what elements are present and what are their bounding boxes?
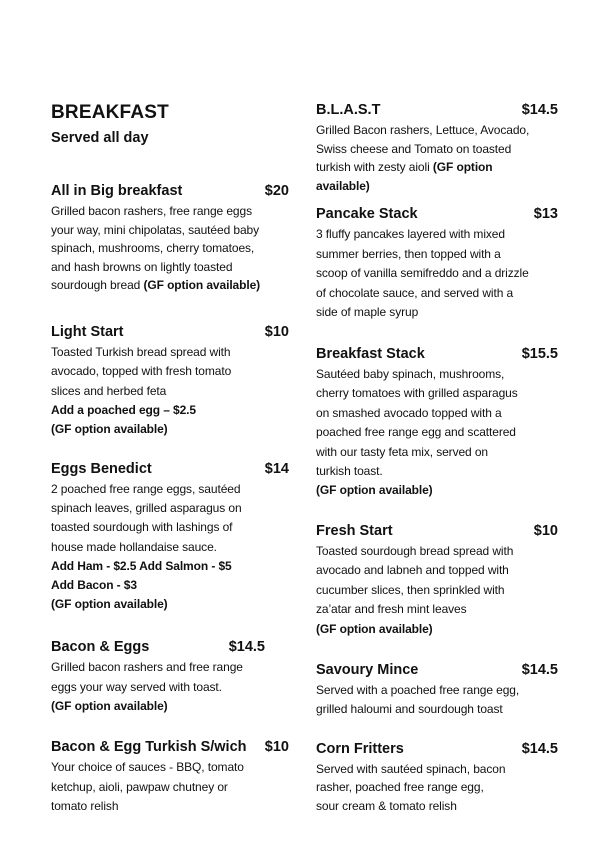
menu-item-description-line <box>316 700 558 719</box>
menu-item-note: (GF option <box>432 160 493 174</box>
menu-item-description: Grilled bacon rashers and free range <box>51 660 243 674</box>
menu-item-description: Sautéed baby spinach, mushrooms, <box>316 367 505 381</box>
menu-item-name: Fresh Start <box>316 523 393 539</box>
menu-item-description-line <box>51 797 289 817</box>
menu-item-note: Add a poached egg – $2.5 <box>51 402 196 417</box>
menu-item-description-line <box>316 561 558 580</box>
menu-item-description: house made hollandaise sauce. <box>51 539 217 554</box>
menu-item-header <box>316 520 558 542</box>
menu-item-description-line <box>51 697 289 717</box>
menu-item <box>316 659 558 718</box>
menu-item-description-line <box>316 797 558 815</box>
menu-item-description-line <box>316 542 558 561</box>
menu-item-description: Toasted Turkish bread spread with <box>51 345 231 359</box>
menu-item-description-line <box>316 121 558 140</box>
menu-item <box>51 321 289 439</box>
menu-item-description-line <box>316 225 558 245</box>
menu-item-header <box>316 738 558 760</box>
menu-item-header <box>316 99 558 121</box>
menu-item-description-line <box>51 576 289 595</box>
menu-item-description: avocado, topped with fresh tomato <box>51 364 232 379</box>
menu-item-price: $14.5 <box>228 639 265 655</box>
menu-item-description: avocado and labneh and topped with <box>316 563 509 578</box>
menu-item-name: Corn Fritters <box>316 741 404 757</box>
menu-item-description: slices and herbed feta <box>51 383 167 398</box>
menu-item-description-line <box>51 343 289 362</box>
menu-item-description-line <box>316 481 558 500</box>
menu-item <box>51 458 289 614</box>
menu-item-description: side of maple syrup <box>316 305 419 319</box>
menu-item-description-line <box>51 595 289 614</box>
menu-item-description: Served with a poached free range egg, <box>316 683 520 697</box>
menu-item-description: za’atar and fresh mint leaves <box>316 602 467 617</box>
menu-item-price: $13 <box>533 206 558 222</box>
menu-item-description: your way, mini chipolatas, sautéed baby <box>51 222 259 237</box>
menu-item-description-line <box>316 245 558 265</box>
menu-item-description-line <box>316 681 558 700</box>
menu-item-price: $10 <box>264 739 289 755</box>
menu-item-description: Grilled bacon rashers, free range eggs <box>51 204 252 218</box>
menu-item-description-line <box>316 384 558 403</box>
menu-item-note: (GF option available) <box>51 422 168 437</box>
menu-item-description-line <box>316 778 558 796</box>
menu-item-description: 2 poached free range eggs, sautéed <box>51 482 241 496</box>
menu-item-description-line <box>316 760 558 778</box>
menu-item-note: (GF option available) <box>51 597 168 612</box>
menu-item-header <box>51 736 289 758</box>
menu-item-header <box>51 636 265 658</box>
menu-item-description-line <box>51 401 289 420</box>
menu-item-description-line <box>51 420 289 439</box>
menu-item-header <box>51 321 289 343</box>
menu-item-description: sourdough bread <box>51 278 144 293</box>
menu-item-description-line <box>316 462 558 481</box>
menu-item-description: Served with sautéed spinach, bacon <box>316 762 506 776</box>
menu-item-note: (GF option available) <box>316 621 433 636</box>
menu-item-description: turkish with zesty aioli <box>316 160 433 174</box>
menu-item <box>316 203 558 323</box>
menu-item-description: poached free range egg and scattered <box>316 425 516 440</box>
menu-item-price: $14 <box>264 461 289 477</box>
menu-item-description-line <box>51 276 289 295</box>
menu-item-description-line <box>316 158 558 177</box>
menu-item-header <box>51 458 289 480</box>
menu-item-description-line <box>316 600 558 619</box>
menu-item-description: tomato relish <box>51 799 119 813</box>
menu-item-description-line <box>316 620 558 639</box>
menu-item-description: ketchup, aioli, pawpaw chutney or <box>51 779 228 794</box>
menu-item-price: $14.5 <box>521 741 558 757</box>
menu-item-header <box>316 343 558 365</box>
menu-title: BREAKFAST <box>51 102 169 123</box>
menu-item-description: cucumber slices, then sprinkled with <box>316 582 505 597</box>
menu-item-description: scoop of vanilla semifreddo and a drizzle <box>316 266 529 280</box>
menu-item-description-line <box>316 284 558 304</box>
menu-item-name: Bacon & Egg Turkish S/wich <box>51 739 247 755</box>
menu-item-description-line <box>51 382 289 401</box>
menu-item-description-line <box>51 778 289 798</box>
menu-item-description-line <box>51 678 289 698</box>
menu-item <box>51 736 289 817</box>
menu-item-note: (GF option available) <box>316 483 433 498</box>
menu-item-description: Grilled Bacon rashers, Lettuce, Avocado, <box>316 123 530 137</box>
menu-item <box>51 636 289 717</box>
menu-item-description-line <box>316 140 558 159</box>
menu-item-description: rasher, poached free range egg, <box>316 780 484 795</box>
menu-item-description-line <box>51 202 289 221</box>
menu-item-description-line <box>51 239 289 258</box>
menu-item-description: Your choice of sauces - BBQ, tomato <box>51 760 244 774</box>
menu-item-header <box>51 180 289 202</box>
menu-item-description: eggs your way served with toast. <box>51 679 222 694</box>
menu-item-description-line <box>51 518 289 537</box>
menu-item-description-line <box>51 557 289 576</box>
menu-item-note: Add Ham - $2.5 Add Salmon - $5 <box>51 558 232 573</box>
menu-item-description: cherry tomatoes with grilled asparagus <box>316 386 518 401</box>
menu-item <box>316 520 558 639</box>
menu-item <box>316 738 558 815</box>
menu-item-description-line <box>51 538 289 557</box>
menu-item-header <box>316 659 558 681</box>
menu-item-price: $14.5 <box>521 662 558 678</box>
menu-item-price: $15.5 <box>521 346 558 362</box>
menu-item-description-line <box>51 658 289 678</box>
menu-item-description: Swiss cheese and Tomato on toasted <box>316 141 512 156</box>
menu-item-name: All in Big breakfast <box>51 183 183 199</box>
menu-item-description: grilled haloumi and sourdough toast <box>316 701 503 716</box>
menu-item-description: of chocolate sauce, and served with a <box>316 285 514 300</box>
menu-item-name: Light Start <box>51 324 124 340</box>
menu-item-description-line <box>316 404 558 423</box>
menu-item-price: $10 <box>533 523 558 539</box>
menu-item-description-line <box>51 221 289 240</box>
menu-item-description-line <box>51 362 289 381</box>
menu-item-note: (GF option available) <box>143 278 261 293</box>
menu-item-description: and hash browns on lightly toasted <box>51 259 233 274</box>
menu-item-description: Toasted sourdough bread spread with <box>316 544 514 558</box>
menu-item-note: (GF option available) <box>51 699 168 713</box>
menu-item-price: $14.5 <box>521 102 558 118</box>
menu-item-description-line <box>51 258 289 277</box>
menu-item-name: Bacon & Eggs <box>51 639 150 655</box>
menu-item <box>316 343 558 501</box>
menu-item-description: toasted sourdough with lashings of <box>51 520 233 535</box>
menu-item-header <box>316 203 558 225</box>
menu-item-description-line <box>51 758 289 778</box>
menu-item-description-line <box>51 480 289 499</box>
menu-item-description-line <box>316 177 558 196</box>
menu-item-description-line <box>316 443 558 462</box>
menu-item-note: Add Bacon - $3 <box>51 577 137 592</box>
menu-item-description-line <box>316 303 558 323</box>
menu-item-description: summer berries, then topped with a <box>316 246 501 261</box>
menu-item-price: $20 <box>264 183 289 199</box>
menu-item-name: Pancake Stack <box>316 206 418 222</box>
menu-item-name: Savoury Mince <box>316 662 419 678</box>
menu-item-description-line <box>316 423 558 442</box>
menu-item-description: spinach, mushrooms, cherry tomatoes, <box>51 241 255 256</box>
menu-item-description: on smashed avocado topped with a <box>316 405 502 420</box>
menu-item-description: turkish toast. <box>316 463 383 478</box>
menu-item-description: 3 fluffy pancakes layered with mixed <box>316 227 505 241</box>
menu-item-name: Eggs Benedict <box>51 461 152 477</box>
menu-subtitle: Served all day <box>51 130 149 146</box>
menu-item <box>51 180 289 295</box>
menu-item-description: with our tasty feta mix, served on <box>316 444 489 459</box>
menu-item-description: sour cream & tomato relish <box>316 798 457 813</box>
menu-item <box>316 99 558 195</box>
menu-item-description-line <box>316 264 558 284</box>
menu-item-price: $10 <box>264 324 289 340</box>
menu-item-description-line <box>51 499 289 518</box>
menu-item-description-line <box>316 365 558 384</box>
menu-item-name: Breakfast Stack <box>316 346 425 362</box>
menu-item-description: spinach leaves, grilled asparagus on <box>51 501 242 516</box>
menu-item-note: available) <box>316 178 370 193</box>
menu-item-name: B.L.A.S.T <box>316 102 381 118</box>
menu-item-description-line <box>316 581 558 600</box>
